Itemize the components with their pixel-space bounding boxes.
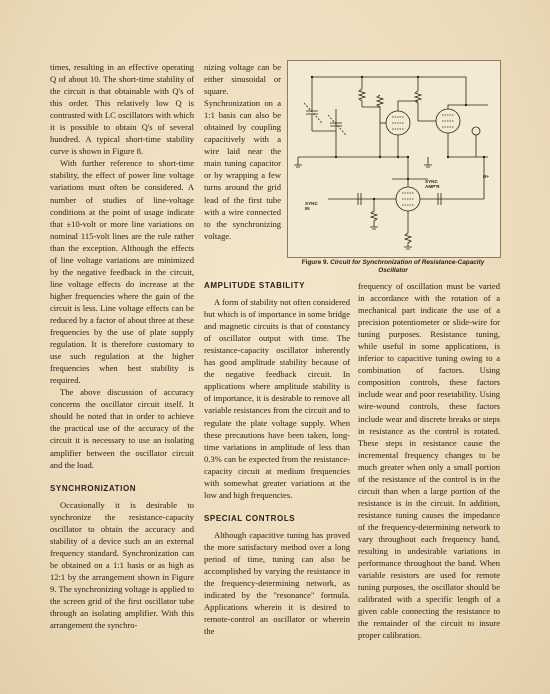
paragraph: times, resulting in an effective operating Q of about 10. The short-time stability of the circuit is that obtainable with Q's of this order. This relatively low Q is contrasted with LC oscillators with which it is possible to obtain Q's of several hundred. A typical short-time stability curve is shown in Figure 8. (50, 62, 194, 157)
figure-label-sync-in: SYNC IN (305, 201, 318, 212)
paragraph: A form of stability not often considered but which is of importance in some bridge and magnetic circuits is that of constancy of oscillator output with time. The resistance-capacity oscillator inherently has good amplitude stability because of the negative feedback circuit. In applications where amplitude stability is of importance, it is desirable to remove all variable resistances from the circuit and to regulate the plate voltage supply. When these precautions have been taken, long-time variations in amplitude of less than 0.3% can be expected from the resistance-capacity circuit at medium frequencies with somewhat greater variations at the low and high frequencies. (204, 297, 350, 500)
paragraph: frequency of oscillation must be varied in accordance with the rotation of a mechanical part indicate the use of a precision potentiometer or slide-wire for tuning purposes. Resistance tuning, while useful in some applications, is inferior to capacitive tuning owing to a combination of factors. Using composition controls, these factors include wear and poor resetability. Using wire-wound controls, these factors include wear and discrete breaks or steps in resistance as the control is rotated. These steps in resistance cause the incremental frequency changes to be much greater when only a small portion of the resistance of the control is in the circuit than when a large portion of the resistance is in the circuit. In addition, resistance tuning causes the impedance of the frequency-determining network to vary throughout each frequency band, resulting in undesirable variations in performance throughout the band. When variable resistors are used for remote tuning purposes, the oscillator should be calibrated with a specific length of a given cable connecting the resistance to the remainder of the circuit to insure proper calibration. (358, 281, 500, 641)
text-column-left (50, 61, 194, 631)
figure-caption-number: Figure 9. (301, 259, 329, 266)
paragraph: The above discussion of accuracy concerns the oscillator circuit itself. It should be noted that in order to achieve the practical use of the accuracy of the circuit it is necessary to use an isolating amplifier between the oscillator circuit and the load. (50, 387, 194, 470)
text-column-right (358, 280, 500, 641)
paragraph: Occasionally it is desirable to synchronize the resistance-capacity oscillator to obtain the accuracy and stability of a device such an an external frequency standard. Synchronization can be obtained on a 1:1 basis or as high as 12:1 by the arrangement shown in Figure 9. The synchronizing voltage is applied to the screen grid of the first oscillator tube through an isolating amplifier. With this arrangement the synchro- (50, 499, 194, 631)
paragraph: With further reference to short-time stability, the effect of power line voltage variations must often be considered. A number of studies of line-voltage conditions at the point of usage indicate that ±10-volt or more line variations on nominal 115-volt lines are the rule rather than the exception. Although the effects of line voltage variations are minimized by the negative feedback in the circuit, line voltage effects do increase at the higher frequencies where the gain of the circuit is less. Line voltage effects can be reduced by a factor of about three at these frequencies by the use of plate supply regulation. It is therefore customary to use such regulation at the higher frequencies when best stability is required. (50, 158, 194, 386)
paragraph: Although capacitive tuning has proved the more satisfactory method over a long period of time, tuning can also be accomplished by varying the resistance in the frequency-determining network, as indicated by the "resonance" formula. Applications wherein it is desired to remote-control an oscillator or wherein the (204, 529, 350, 637)
figure-label-sync-amp: SYNC AMP'R (425, 179, 440, 190)
section-heading-special-controls: SPECIAL CONTROLS (204, 513, 296, 523)
text-column-middle-top (204, 61, 281, 242)
paragraph: nizing voltage can be either sinusoidal or square. Synchronization on a 1:1 basis can also be obtained by coupling capacitively with a wire laid near the main tuning capacitor or by wrapping a few turns around the grid lead of the first tube with a wire connected to the synchronizing voltage. (204, 62, 281, 241)
section-heading-amplitude-stability: AMPLITUDE STABILITY (204, 281, 306, 290)
section-heading-synchronization: SYNCHRONIZATION (50, 483, 137, 493)
circuit-figure (287, 60, 501, 258)
figure-caption-title: Circuit for Synchronization of Resistance-Capacity Oscillator (330, 259, 485, 274)
figure-label-b-plus: B+ (483, 174, 490, 179)
figure-caption (287, 259, 499, 274)
circuit-schematic (288, 61, 500, 257)
text-column-middle (204, 280, 350, 637)
